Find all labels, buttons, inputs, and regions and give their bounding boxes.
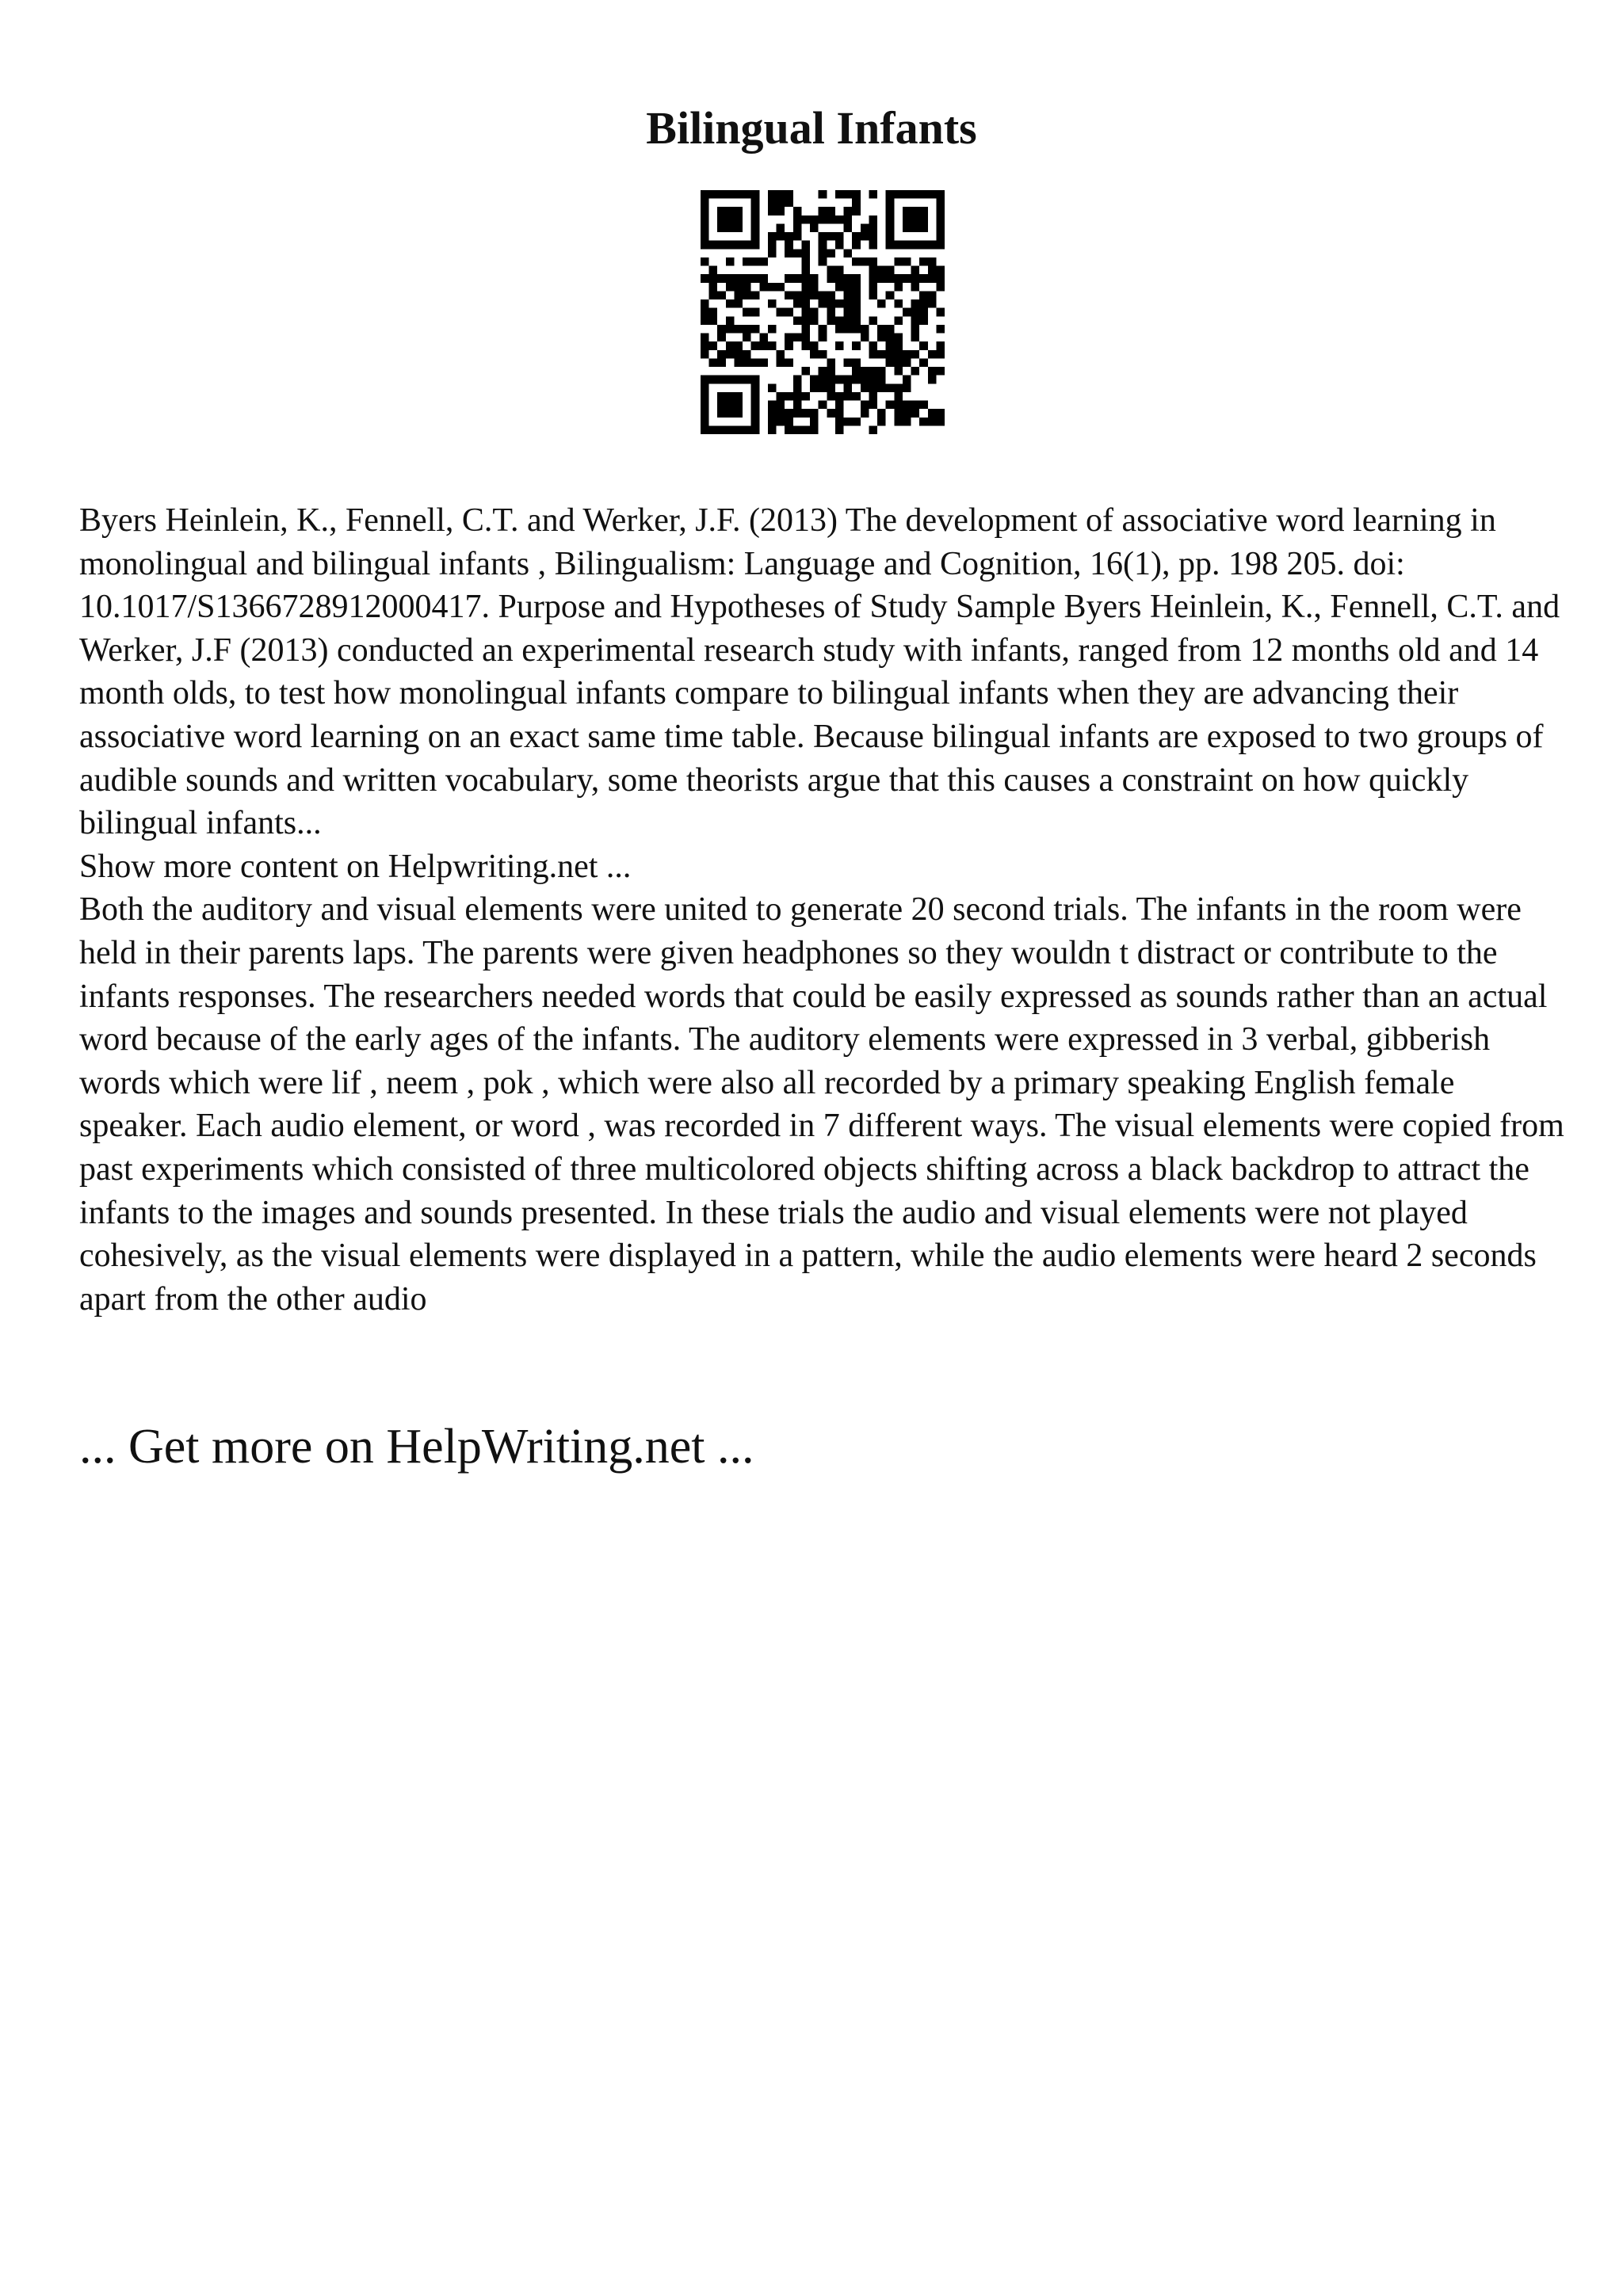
article-body <box>79 499 1569 1321</box>
paragraph-citation: Byers Heinlein, K., Fennell, C.T. and Werker, J.F. (2013) The development of associative word learning in monolingual and bilingual infants , Bilingualism: Language and Cognition, 16(1), pp. 198 205. doi: 10.1017/S1366728912000417. Purpose and Hypotheses of Study Sample Byers Heinlein, K., Fennell, C.T. and Werker, J.F (2013) conducted an experimental research study with infants, ranged from 12 months old and 14 month olds, to test how monolingual infants compare to bilingual infants when they are advancing their associative word learning on an exact same time table. Because bilingual infants are exposed to two groups of audible sounds and written vocabulary, some theorists argue that this causes a constraint on how quickly bilingual infants... <box>79 502 1560 842</box>
qr-code-icon[interactable] <box>701 190 945 434</box>
paragraph-method: Both the auditory and visual elements were united to generate 20 second trials. The infants in the room were held in their parents laps. The parents were given headphones so they wouldn t distract or contribute to the infants responses. The researchers needed words that could be easily expressed as sounds rather than an actual word because of the early ages of the infants. The auditory elements were expressed in 3 verbal, gibberish words which were lif , neem , pok , which were also all recorded by a primary speaking English female speaker. Each audio element, or word , was recorded in 7 different ways. The visual elements were copied from past experiments which consisted of three multicolored objects shifting across a black backdrop to attract the infants to the images and sounds presented. In these trials the audio and visual elements were not played cohesively, as the visual elements were displayed in a pattern, while the audio elements were heard 2 seconds apart from the other audio <box>79 891 1564 1318</box>
page-title: Bilingual Infants <box>646 102 977 154</box>
get-more-link[interactable]: ... Get more on HelpWriting.net ... <box>79 1420 754 1474</box>
show-more-link[interactable]: Show more content on Helpwriting.net ... <box>79 848 632 885</box>
